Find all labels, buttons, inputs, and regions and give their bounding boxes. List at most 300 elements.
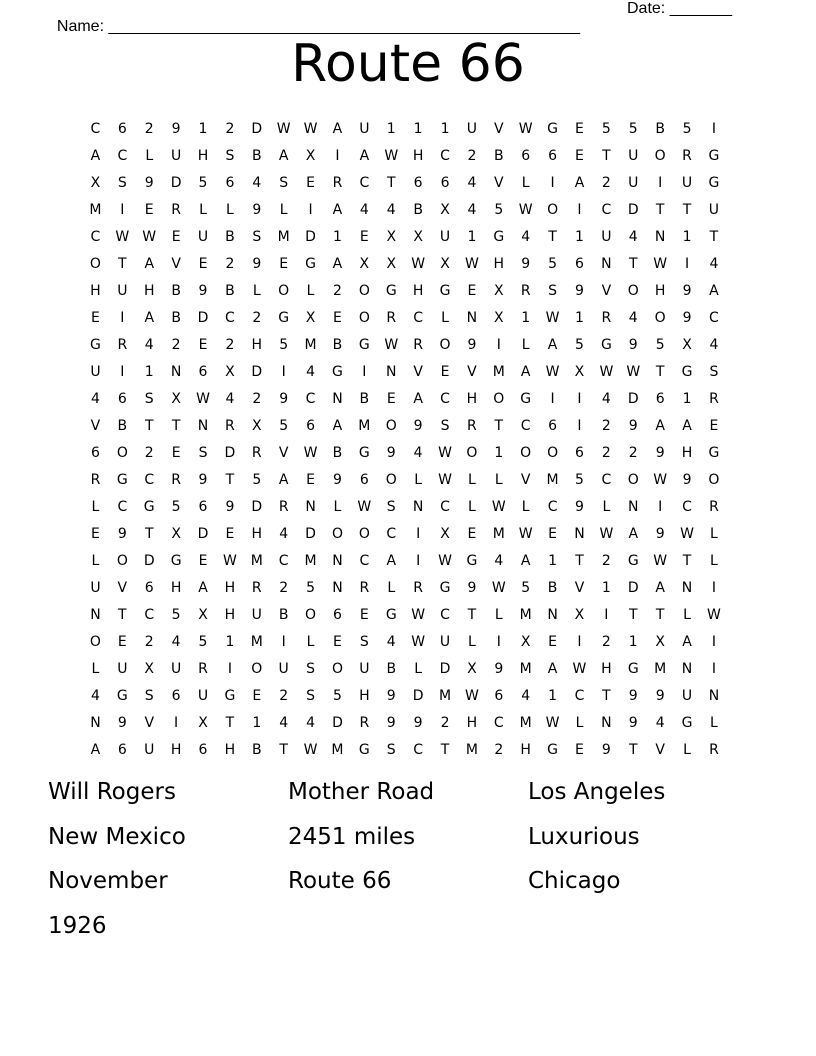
grid-cell: S [117,174,127,191]
grid-row [82,574,742,601]
grid-cell: B [655,120,665,137]
grid-cell: X [440,201,450,218]
grid-cell: A [709,282,719,299]
grid-cell: S [198,444,208,461]
grid-cell: M [250,552,263,569]
grid-cell: N [654,228,666,245]
grid-cell: I [711,660,716,677]
grid-cell: R [413,579,423,596]
grid-cell: 2 [144,633,154,650]
grid-cell: 1 [440,120,450,137]
grid-cell: 9 [628,687,638,704]
grid-cell: I [174,714,179,731]
grid-row [82,277,742,304]
grid-cell: T [386,174,396,191]
grid-cell: D [305,525,316,542]
grid-cell: E [548,633,558,650]
grid-cell: W [518,201,533,218]
grid-cell: X [171,390,181,407]
grid-cell: G [385,606,397,623]
grid-cell: T [709,228,719,245]
grid-cell: 6 [90,444,100,461]
grid-cell: R [413,336,423,353]
grid-cell: M [331,741,344,758]
grid-cell: C [359,174,370,191]
grid-row [82,304,742,331]
grid-row [82,547,742,574]
grid-cell: C [440,498,450,515]
grid-cell: 6 [548,417,558,434]
grid-cell: A [90,147,101,164]
grid-cell: L [683,741,691,758]
grid-cell: 2 [225,255,235,272]
grid-cell: R [520,282,531,299]
grid-cell: 1 [225,633,235,650]
grid-cell: E [548,525,558,542]
grid-cell: 6 [494,687,504,704]
grid-cell: S [306,687,316,704]
grid-cell: C [90,228,101,245]
date-field-label: Date: _______ [627,0,732,17]
grid-cell: 2 [171,336,181,353]
grid-cell: R [709,390,719,407]
grid-cell: 9 [628,336,638,353]
grid-cell: 1 [682,228,692,245]
grid-cell: U [439,633,451,650]
grid-cell: L [575,714,584,731]
grid-cell: 9 [413,417,423,434]
grid-cell: E [198,552,208,569]
grid-cell: W [491,579,506,596]
grid-cell: X [386,228,397,245]
grid-cell: R [709,498,719,515]
grid-cell: G [439,282,451,299]
grid-cell: D [251,363,263,380]
grid-cell: 9 [467,579,477,596]
grid-cell: L [468,498,476,515]
grid-cell: U [628,147,639,164]
grid-cell: M [465,741,478,758]
grid-cell: A [144,255,155,272]
grid-cell: E [144,201,154,218]
grid-cell: T [144,417,154,434]
grid-cell: M [250,633,263,650]
grid-cell: S [359,633,369,650]
grid-cell: 5 [628,120,638,137]
grid-cell: U [170,660,182,677]
grid-cell: C [413,309,424,326]
grid-cell: M [304,336,317,353]
grid-cell: C [117,498,128,515]
grid-cell: 5 [601,120,611,137]
grid-cell: L [710,714,718,731]
grid-cell: 9 [198,282,208,299]
grid-cell: W [411,606,426,623]
grid-cell: W [545,363,560,380]
grid-cell: M [492,525,505,542]
grid-cell: 6 [306,417,316,434]
grid-cell: U [197,228,209,245]
grid-cell: U [117,282,128,299]
grid-cell: O [627,471,639,488]
grid-row [82,385,742,412]
grid-cell: G [143,498,155,515]
grid-cell: 4 [628,228,638,245]
grid-cell: T [440,741,450,758]
grid-cell: L [306,282,315,299]
grid-cell: L [521,174,530,191]
grid-cell: 2 [279,687,289,704]
grid-cell: T [144,525,154,542]
grid-cell: X [574,606,585,623]
grid-cell: 2 [494,741,504,758]
grid-cell: 9 [601,741,611,758]
grid-cell: A [655,417,665,434]
grid-cell: I [335,147,340,164]
grid-cell: E [440,363,450,380]
grid-cell: M [654,660,667,677]
grid-cell: 9 [386,714,396,731]
grid-cell: 9 [144,174,154,191]
grid-cell: 4 [171,633,181,650]
grid-cell: 2 [628,444,638,461]
grid-cell: 9 [252,255,262,272]
grid-cell: L [710,552,718,569]
grid-cell: A [520,363,531,380]
grid-cell: W [303,120,318,137]
grid-cell: C [547,498,558,515]
grid-row [82,628,742,655]
grid-cell: N [197,417,209,434]
grid-cell: E [467,525,477,542]
grid-cell: O [547,201,559,218]
grid-cell: S [386,741,396,758]
grid-cell: M [277,228,290,245]
grid-cell: L [468,471,476,488]
grid-cell: E [252,687,262,704]
grid-cell: 1 [682,390,692,407]
grid-cell: H [90,282,101,299]
grid-cell: H [681,444,693,461]
grid-cell: 6 [333,606,342,623]
grid-cell: B [171,309,181,326]
grid-cell: O [331,525,343,542]
grid-cell: 4 [306,714,316,731]
grid-cell: E [198,255,208,272]
grid-cell: G [116,687,128,704]
grid-cell: R [225,417,235,434]
grid-cell: O [358,525,370,542]
grid-cell: O [278,282,290,299]
grid-cell: M [492,363,505,380]
grid-cell: 5 [198,633,208,650]
grid-row [82,196,742,223]
grid-cell: E [467,282,477,299]
grid-cell: M [546,471,559,488]
grid-cell: W [545,309,560,326]
grid-cell: V [278,444,289,461]
grid-cell: L [279,201,288,218]
grid-cell: O [305,606,317,623]
grid-cell: X [440,525,450,542]
grid-cell: W [115,228,130,245]
grid-cell: T [494,417,504,434]
grid-cell: S [144,390,154,407]
grid-cell: R [709,741,719,758]
grid-cell: T [655,363,665,380]
grid-cell: H [412,282,424,299]
grid-cell: C [386,525,397,542]
grid-cell: H [251,525,263,542]
grid-cell: 1 [413,120,423,137]
grid-cell: G [547,120,559,137]
grid-cell: S [306,660,316,677]
grid-cell: B [332,444,343,461]
grid-cell: E [575,741,584,758]
grid-cell: 2 [440,714,450,731]
grid-cell: 6 [117,120,127,137]
word-list-item: Luxurious [528,823,640,850]
grid-cell: E [117,633,127,650]
grid-cell: H [197,147,209,164]
grid-cell: A [682,633,692,650]
grid-cell: D [627,201,639,218]
grid-cell: R [359,579,370,596]
grid-cell: 6 [521,147,531,164]
grid-cell: L [710,525,718,542]
grid-cell: I [362,363,367,380]
grid-cell: 9 [386,444,396,461]
grid-cell: D [251,120,263,137]
grid-cell: W [384,147,399,164]
grid-cell: H [224,606,236,623]
grid-cell: T [628,606,638,623]
grid-cell: D [412,687,424,704]
grid-cell: 9 [494,660,504,677]
letter-grid [82,115,742,763]
grid-cell: L [494,471,503,488]
grid-cell: M [358,417,371,434]
grid-cell: V [144,714,155,731]
grid-cell: 9 [386,687,396,704]
grid-cell: V [90,417,101,434]
grid-cell: I [496,336,501,353]
grid-row [82,331,742,358]
grid-cell: C [574,687,585,704]
grid-cell: V [467,363,477,380]
grid-cell: G [385,282,397,299]
grid-cell: O [116,444,128,461]
grid-cell: H [601,660,612,677]
grid-cell: 2 [601,417,611,434]
grid-cell: R [171,471,181,488]
grid-cell: B [386,660,397,677]
grid-cell: T [118,255,127,272]
grid-cell: N [386,363,397,380]
grid-cell: 6 [117,741,127,758]
grid-cell: R [117,336,128,353]
grid-cell: G [90,336,101,353]
grid-cell: W [545,714,560,731]
grid-cell: 9 [117,525,127,542]
grid-cell: G [358,741,370,758]
grid-cell: X [171,525,181,542]
grid-cell: X [682,336,692,353]
grid-cell: 1 [521,309,531,326]
grid-cell: H [359,687,370,704]
grid-cell: I [416,552,421,569]
grid-cell: D [332,714,343,731]
grid-cell: R [251,579,262,596]
grid-cell: B [117,417,128,434]
grid-cell: 9 [655,444,665,461]
grid-row [82,169,742,196]
grid-cell: U [251,606,262,623]
grid-cell: I [658,498,663,515]
grid-cell: 4 [601,390,611,407]
grid-cell: W [491,498,506,515]
grid-cell: L [414,660,423,677]
grid-cell: T [279,741,288,758]
grid-cell: M [304,552,317,569]
grid-cell: I [684,255,690,272]
grid-cell: S [279,174,289,191]
grid-cell: O [89,255,101,272]
grid-cell: T [655,606,665,623]
grid-cell: 4 [521,228,531,245]
grid-cell: G [466,552,478,569]
grid-cell: A [144,309,155,326]
grid-cell: 1 [575,228,584,245]
grid-cell: L [494,606,503,623]
grid-cell: C [144,606,155,623]
grid-cell: C [225,309,235,326]
grid-cell: E [91,525,100,542]
header-line [48,0,748,35]
grid-cell: 9 [575,282,584,299]
grid-cell: W [626,363,641,380]
grid-cell: E [386,390,396,407]
grid-cell: 5 [655,336,665,353]
grid-cell: G [358,336,370,353]
grid-cell: D [224,444,236,461]
grid-cell: W [653,552,668,569]
grid-cell: W [411,633,426,650]
grid-cell: O [116,552,128,569]
grid-cell: I [120,309,125,326]
grid-cell: S [440,417,450,434]
grid-cell: D [143,552,155,569]
grid-cell: U [466,120,478,137]
grid-cell: A [547,336,558,353]
grid-cell: 9 [279,390,289,407]
grid-cell: A [520,552,531,569]
grid-cell: 1 [628,633,638,650]
grid-cell: B [494,147,504,164]
grid-cell: 2 [601,444,611,461]
grid-cell: E [171,228,181,245]
grid-cell: L [521,498,530,515]
grid-cell: O [385,471,397,488]
grid-cell: E [359,228,369,245]
grid-cell: R [386,309,397,326]
grid-cell: A [332,201,343,218]
grid-cell: C [440,390,450,407]
grid-cell: I [120,201,125,218]
grid-cell: U [144,741,155,758]
grid-cell: B [547,579,558,596]
grid-cell: W [599,363,614,380]
grid-cell: U [117,660,128,677]
grid-cell: 1 [467,228,477,245]
grid-cell: D [627,579,639,596]
grid-cell: 5 [521,579,531,596]
grid-cell: O [358,282,370,299]
grid-cell: E [279,255,289,272]
grid-cell: E [198,336,208,353]
grid-cell: E [575,120,584,137]
grid-cell: 4 [90,390,100,407]
grid-cell: 6 [413,174,423,191]
grid-cell: W [464,255,479,272]
grid-cell: O [493,390,505,407]
grid-row [82,439,742,466]
grid-cell: S [709,363,719,380]
grid-cell: 4 [279,525,289,542]
grid-cell: 5 [252,471,262,488]
grid-cell: W [653,471,668,488]
grid-cell: X [305,309,316,326]
grid-cell: L [306,633,315,650]
grid-cell: E [333,633,342,650]
grid-row [82,142,742,169]
grid-cell: W [653,255,668,272]
grid-cell: A [332,255,343,272]
grid-cell: 4 [521,687,531,704]
grid-cell: N [681,579,693,596]
grid-cell: T [467,606,477,623]
grid-cell: 4 [655,714,665,731]
grid-cell: R [90,471,101,488]
grid-cell: 4 [494,552,504,569]
grid-cell: B [332,336,343,353]
grid-cell: A [90,741,101,758]
grid-cell: C [90,120,101,137]
grid-cell: 4 [467,174,477,191]
grid-cell: I [281,633,286,650]
grid-cell: U [359,120,370,137]
grid-cell: G [681,714,693,731]
grid-cell: X [251,417,262,434]
grid-row [82,655,742,682]
grid-cell: D [251,498,263,515]
grid-cell: 4 [386,201,396,218]
grid-cell: R [171,201,181,218]
grid-cell: L [387,579,396,596]
grid-cell: X [655,633,665,650]
grid-cell: 5 [279,417,289,434]
grid-cell: 9 [413,714,423,731]
grid-cell: 2 [601,552,611,569]
grid-cell: L [91,552,100,569]
grid-cell: C [413,741,424,758]
grid-cell: H [466,390,478,407]
grid-cell: X [574,363,585,380]
grid-cell: A [332,417,343,434]
grid-cell: E [575,147,584,164]
grid-cell: 5 [171,606,181,623]
grid-cell: X [413,228,423,245]
